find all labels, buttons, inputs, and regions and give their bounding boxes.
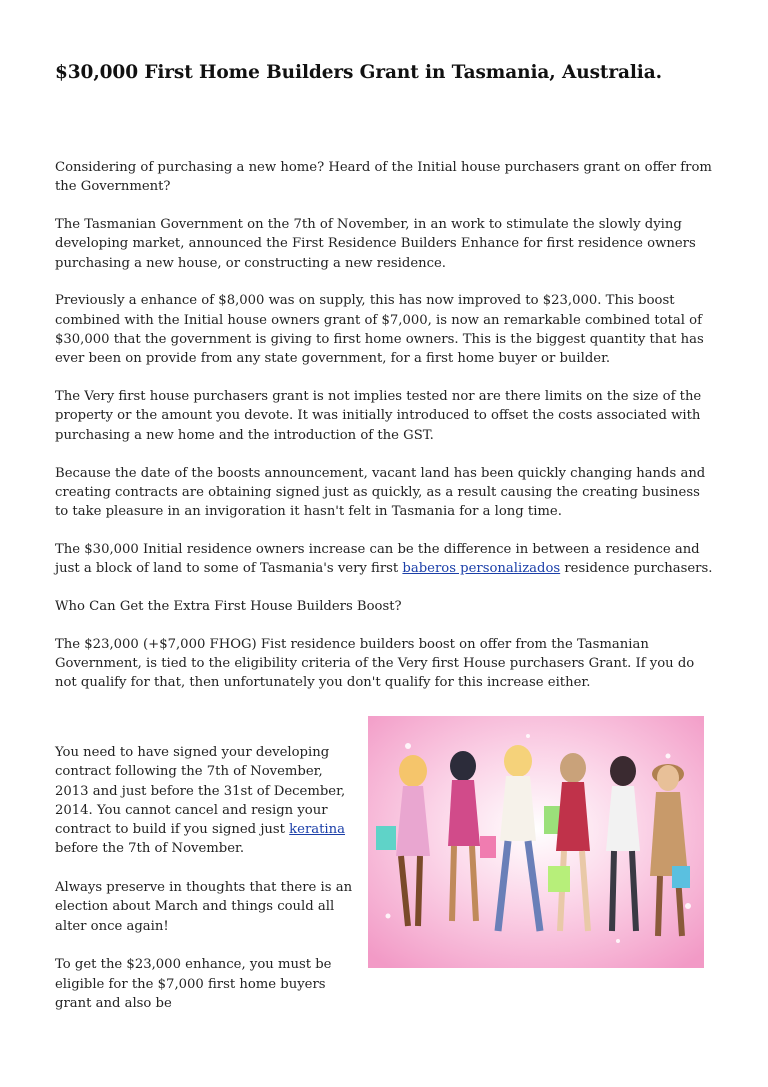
paragraph-eligibility: The $23,000 (+$7,000 FHOG) Fist residence builders boost on offer from the Tasmanian Government, is tied to the eligibility criteria of the Very first House purchasers Grant. If you do not qualify for that, then unfortunately you don't qualify for this increase either.: [55, 636, 695, 691]
fashion-illustration-graphic: [368, 716, 704, 968]
paragraph-contract-tail: before the 7th of November.: [55, 841, 245, 857]
paragraph-announcement: The Tasmanian Government on the 7th of November, in an work to stimulate the slowly dying developing market, announced the First Residence Builders Enhance for first residence owners purchasing a new house, or constructing a new residence.: [55, 217, 696, 271]
paragraph-difference-text: The $30,000 Initial residence owners increase can be the difference in between a residence and just a block of land to some of Tasmania's very first: [55, 541, 700, 577]
paragraph-difference: [55, 540, 715, 579]
link-keratina[interactable]: keratina: [289, 822, 346, 838]
paragraph-election: Always preserve in thoughts that there is an election about March and things could all alter once again!: [55, 880, 353, 934]
paragraph-market: Because the date of the boosts announcement, vacant land has been quickly changing hands and creating contracts are obtaining signed just as quickly, as a result causing the creating business to take pleasure in an invigoration it hasn't felt in Tasmania for a long time.: [55, 465, 706, 520]
column-text: [55, 743, 360, 1032]
link-baberos-personalizados[interactable]: baberos personalizados: [402, 561, 561, 577]
paragraph-intro: Considering of purchasing a new home? Heard of the Initial house purchasers grant on offer from the Government?: [55, 160, 712, 195]
paragraph-requirement: To get the $23,000 enhance, you must be eligible for the $7,000 first home buyers grant and also be: [55, 957, 332, 1011]
fashion-illustration: [368, 716, 704, 968]
page-title: $30,000 First Home Builders Grant in Tasmania, Australia.: [55, 62, 662, 83]
paragraph-grant-info: The Very first house purchasers grant is not implies tested nor are there limits on the size of the property or the amount you devote. It was initially introduced to offset the costs associated with purchasing a new home and the introduction of the GST.: [55, 389, 702, 443]
paragraph-boost: Previously a enhance of $8,000 was on supply, this has now improved to $23,000. This boost combined with the Initial house owners grant of $7,000, is now an remarkable combined total of $30,000 that the government is giving to first home owners. This is the biggest quantity that has ever been on provide from any state government, for a first home buyer or builder.: [55, 293, 704, 367]
article-body: [55, 158, 715, 711]
section-heading-eligibility: Who Can Get the Extra First House Builders Boost?: [55, 599, 402, 615]
paragraph-difference-tail: residence purchasers.: [560, 561, 713, 577]
paragraph-contract-text: You need to have signed your developing contract following the 7th of November, 2013 and just before the 31st of December, 2014. You cannot cancel and resign your contract to build if you signed just: [55, 745, 346, 838]
paragraph-contract: [55, 743, 360, 859]
